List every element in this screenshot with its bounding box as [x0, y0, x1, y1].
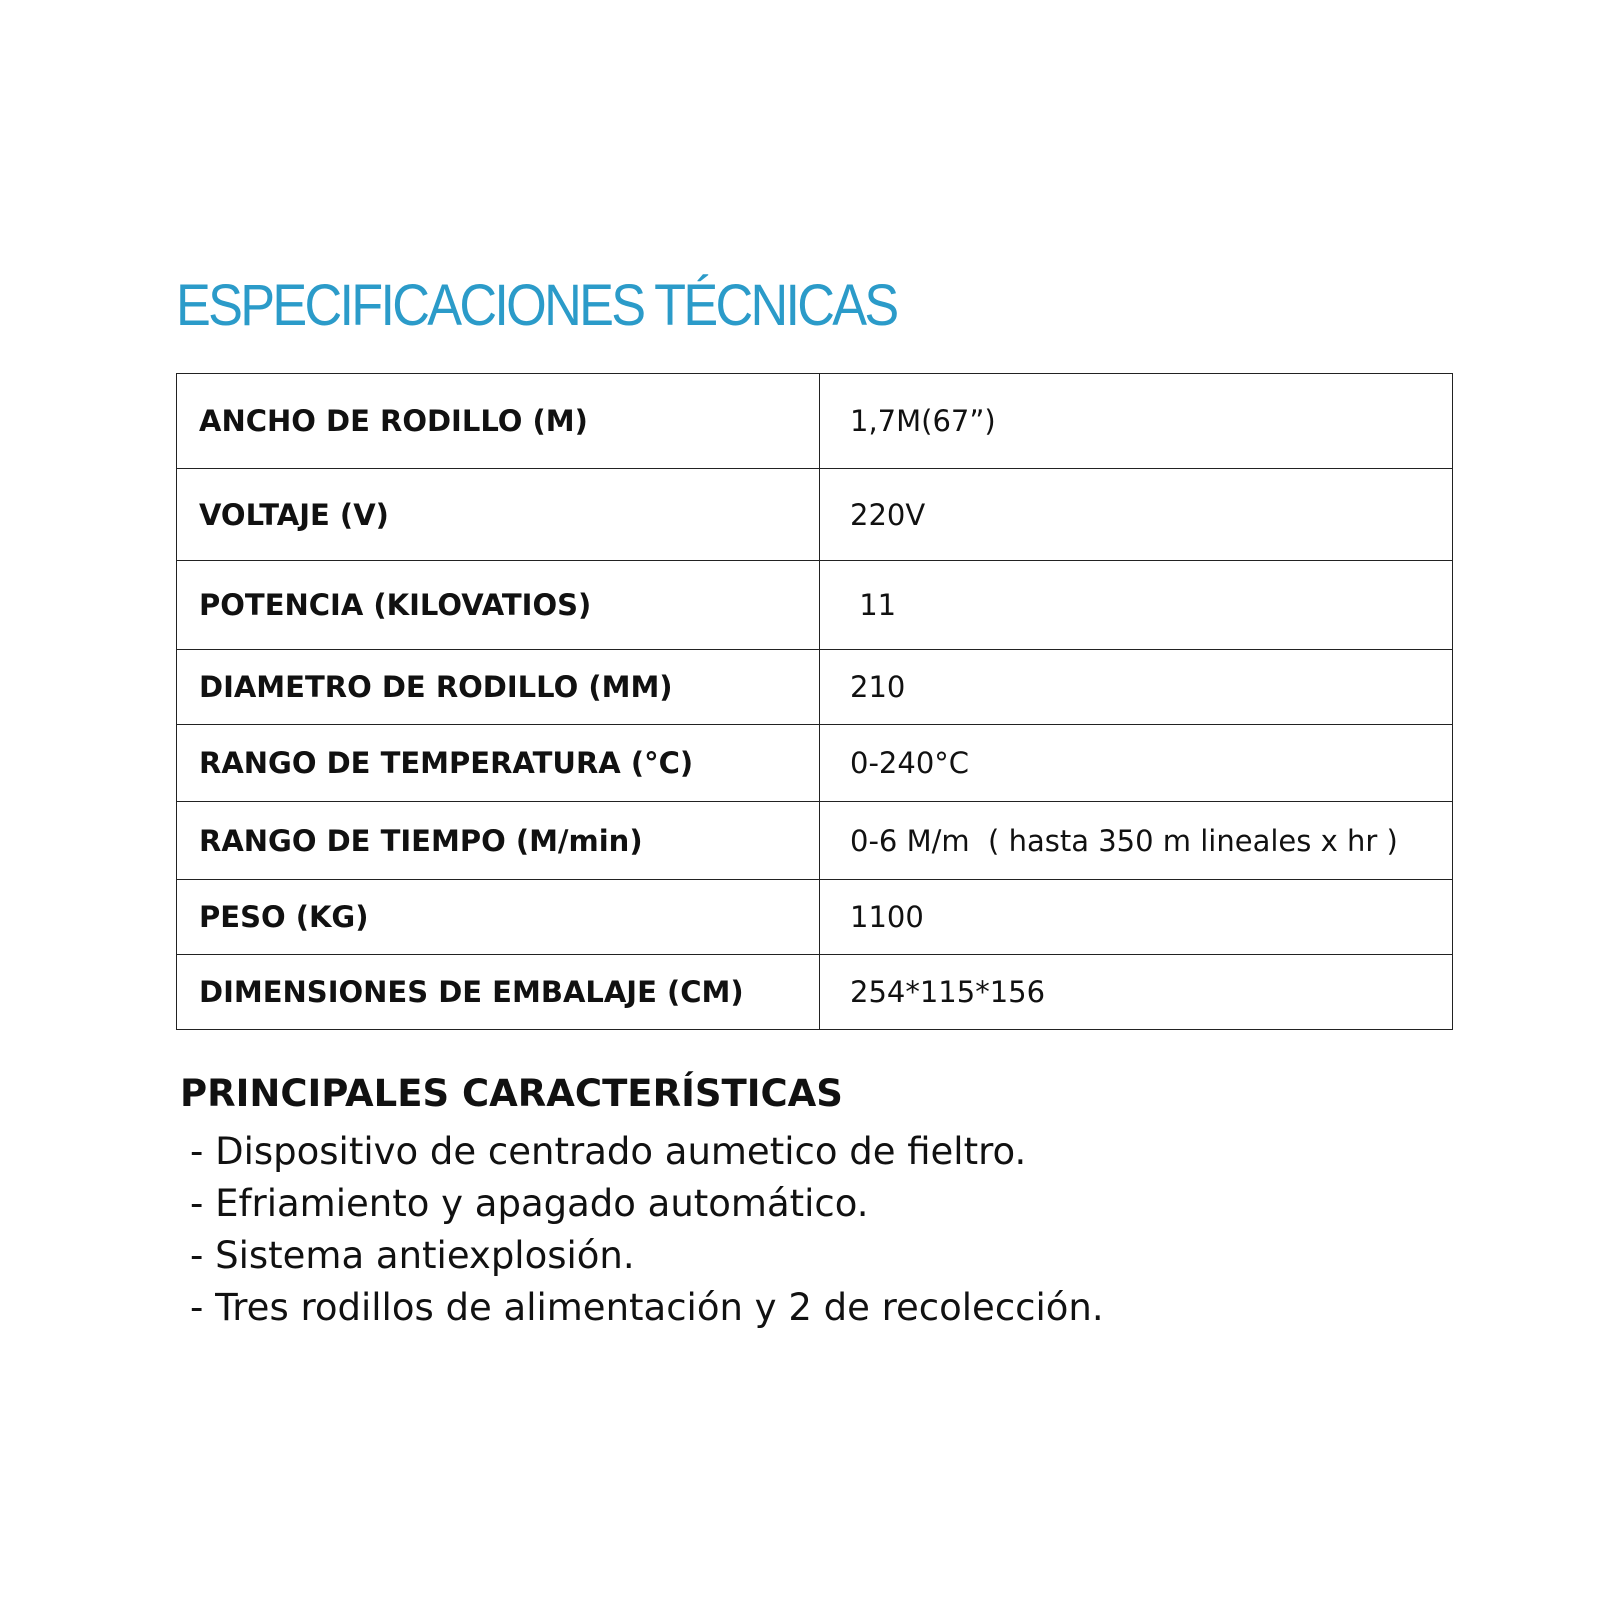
table-row — [177, 561, 1453, 650]
spec-label: RANGO DE TEMPERATURA (°C) — [177, 725, 820, 802]
spec-value: 0-240°C — [820, 725, 1453, 802]
spec-label: DIMENSIONES DE EMBALAJE (CM) — [177, 955, 820, 1030]
spec-value: 1100 — [820, 880, 1453, 955]
list-item: - Efriamiento y apagado automático. — [190, 1182, 869, 1225]
table-row — [177, 802, 1453, 880]
spec-label: ANCHO DE RODILLO (M) — [177, 374, 820, 469]
list-item: - Dispositivo de centrado aumetico de fieltro. — [190, 1130, 1027, 1173]
table-row — [177, 650, 1453, 725]
list-item: - Sistema antiexplosión. — [190, 1234, 635, 1277]
table-row — [177, 725, 1453, 802]
table-row — [177, 374, 1453, 469]
spec-value: 254*115*156 — [820, 955, 1453, 1030]
page-title: ESPECIFICACIONES TÉCNICAS — [176, 273, 897, 338]
features-title: PRINCIPALES CARACTERÍSTICAS — [180, 1072, 843, 1115]
spec-value: 11 — [820, 561, 1453, 650]
spec-value: 1,7M(67”) — [820, 374, 1453, 469]
spec-value: 210 — [820, 650, 1453, 725]
specs-table — [176, 373, 1453, 1030]
spec-value: 0-6 M/m ( hasta 350 m lineales x hr ) — [820, 802, 1453, 880]
features-list — [190, 1126, 1104, 1334]
table-row — [177, 880, 1453, 955]
table-row — [177, 469, 1453, 561]
spec-label: POTENCIA (KILOVATIOS) — [177, 561, 820, 650]
spec-label: DIAMETRO DE RODILLO (MM) — [177, 650, 820, 725]
spec-label: RANGO DE TIEMPO (M/min) — [177, 802, 820, 880]
spec-value: 220V — [820, 469, 1453, 561]
spec-label: PESO (KG) — [177, 880, 820, 955]
spec-label: VOLTAJE (V) — [177, 469, 820, 561]
table-row — [177, 955, 1453, 1030]
list-item: - Tres rodillos de alimentación y 2 de recolección. — [190, 1286, 1104, 1329]
